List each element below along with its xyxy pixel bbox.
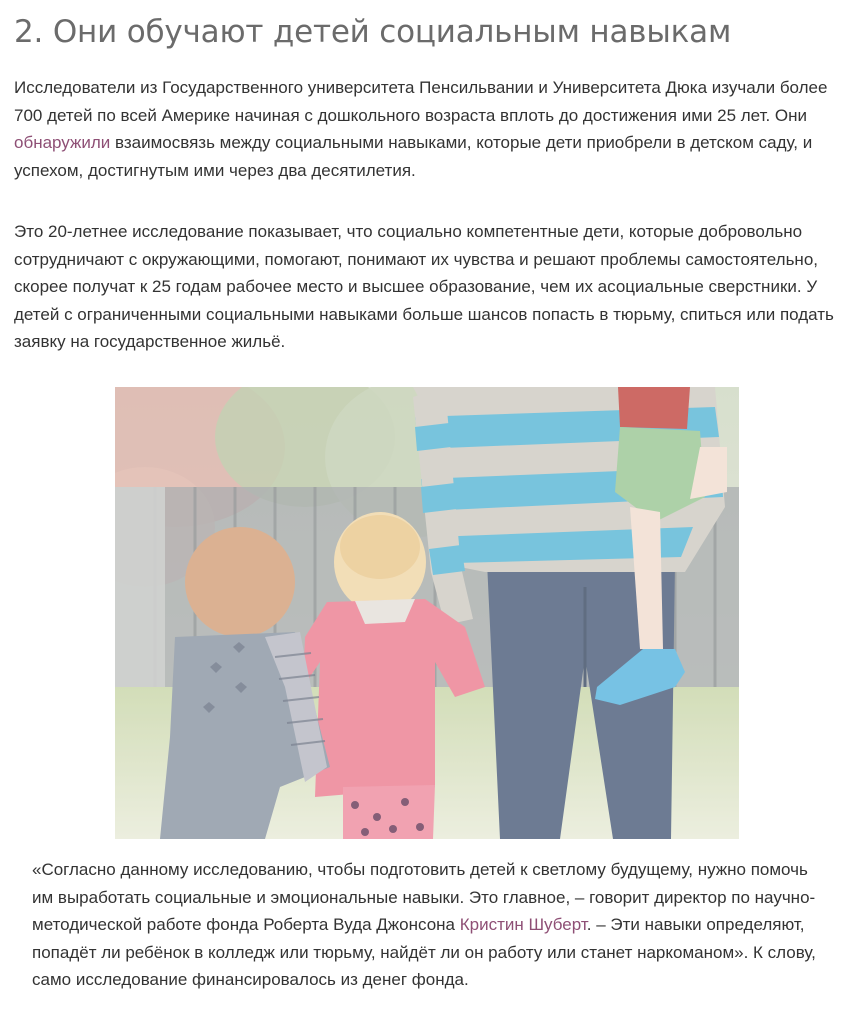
article-photo [115, 387, 739, 839]
paragraph-research [14, 74, 842, 184]
paragraph-text: Исследователи из Государственного университета Пенсильвании и Университета Дюка изучали более 700 детей по всей Америке начиная с дошкольного возраста вплоть до достижения ими 25 лет. Они [14, 78, 828, 125]
paragraph-text: взаимосвязь между социальными навыками, которые дети приобрели в детском саду, и успехом, достигнутым ими через два десятилетия. [14, 133, 813, 180]
quote-text: . – Эти навыки определяют, попадёт ли ребёнок в колледж или тюрьму, найдёт ли он работу или станет наркоманом». К слову, само исследование финансировалось из денег фонда. [32, 915, 816, 989]
quote-text: «Согласно данному исследованию, чтобы подготовить детей к светлому будущему, нужно помочь им выработать социальные и эмоциональные навыки. Это главное, – говорит директор по научно-методической работе фонда Роберта Вуда Джонсона [32, 860, 816, 934]
photo-mother-with-children-walking-icon [115, 387, 739, 839]
discovered-link[interactable]: обнаружили [14, 133, 111, 152]
kristin-schubert-link[interactable]: Кристин Шуберт [459, 915, 587, 934]
quote-paragraph [32, 856, 832, 994]
section-heading: 2. Они обучают детей социальным навыкам [14, 14, 732, 50]
paragraph-study-results: Это 20-летнее исследование показывает, что социально компетентные дети, которые добровольно сотрудничают с окружающими, помогают, понимают их чувства и решают проблемы самостоятельно, скорее получат к 25 годам рабочее место и высшее образование, чем их асоциальные сверстники. У детей с ограниченными социальными навыками больше шансов попасть в тюрьму, спиться или подать заявку на государственное жильё. [14, 222, 834, 351]
